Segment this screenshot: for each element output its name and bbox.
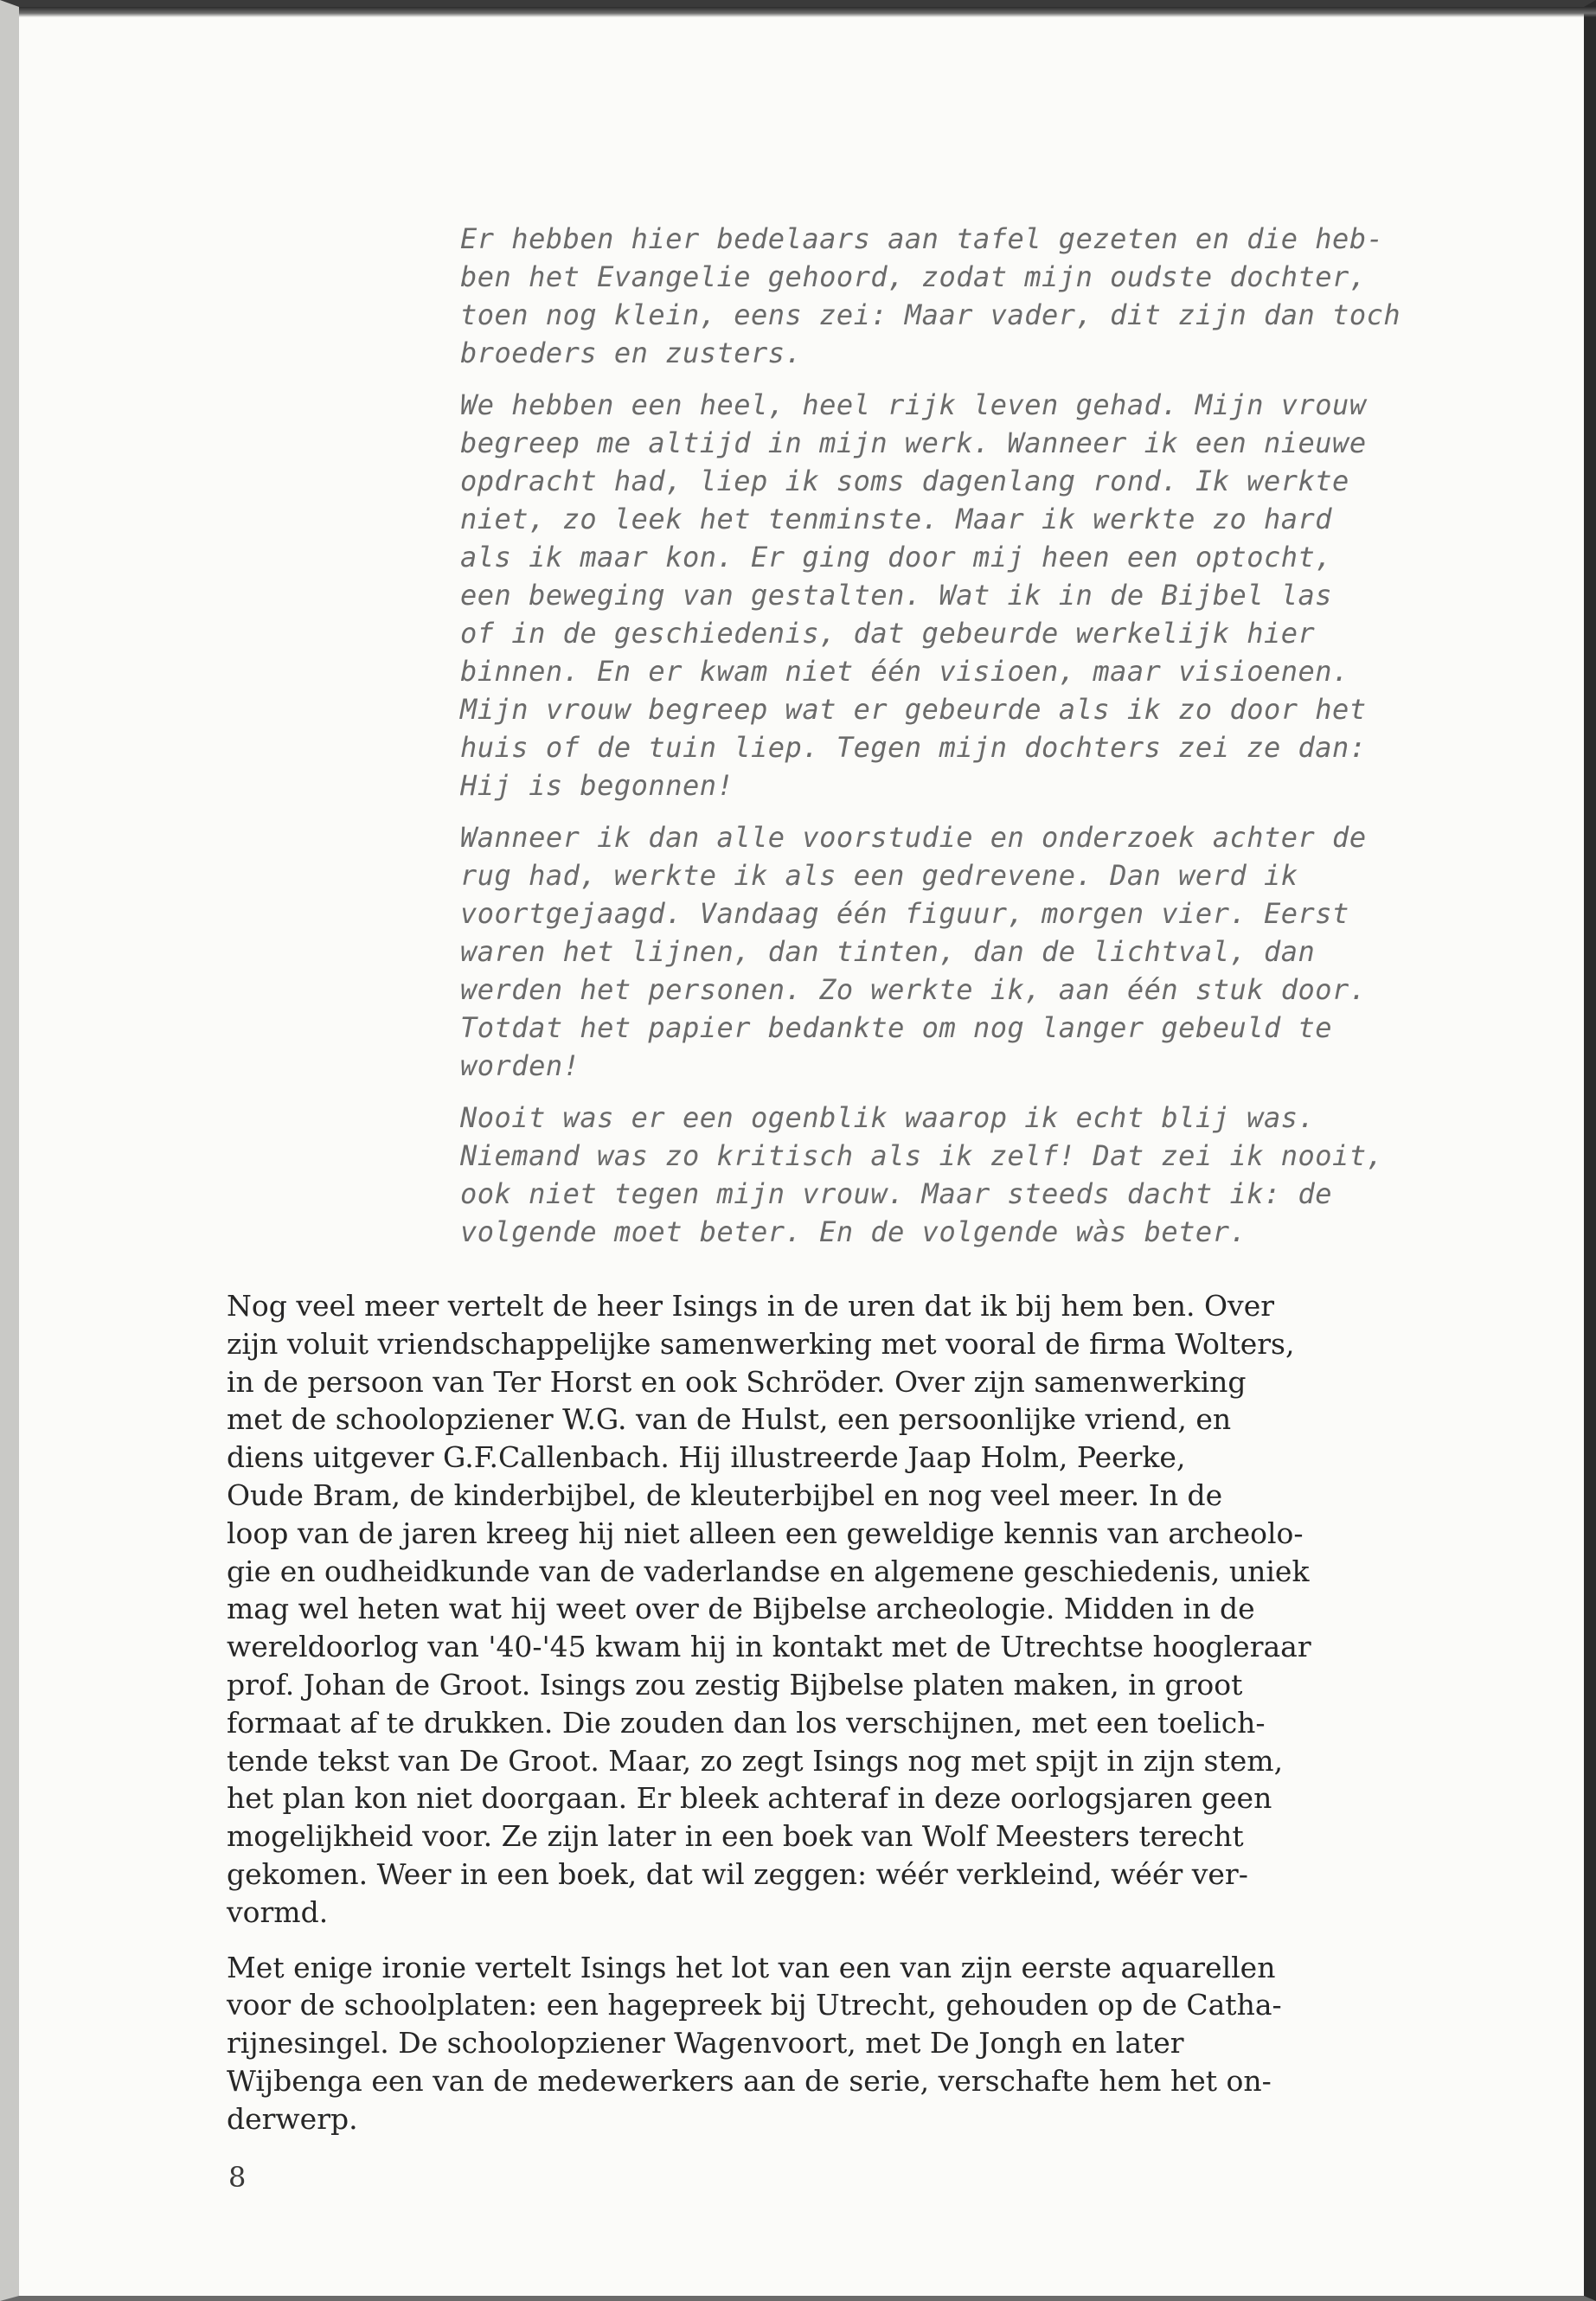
body-line: Nog veel meer vertelt de heer Isings in de uren dat ik bij hem ben. Over (227, 1289, 1274, 1323)
quote-line: of in de geschiedenis, dat gebeurde werkelijk hier (460, 617, 1316, 650)
body-line: vormd. (227, 1894, 329, 1929)
quote-line: Mijn vrouw begreep wat er gebeurde als ik zo door het (460, 693, 1367, 726)
quote-line: Hij is begonnen! (460, 769, 734, 802)
scan-top-edge (19, 7, 1596, 17)
body-line: in de persoon van Ter Horst en ook Schröder. Over zijn samenwerking (227, 1364, 1247, 1399)
body-line: formaat af te drukken. Die zouden dan los verschijnen, met een toelich- (227, 1705, 1266, 1740)
body-paragraph (227, 1287, 1507, 1932)
body-line: diens uitgever G.F.Callenbach. Hij illustreerde Jaap Holm, Peerke, (227, 1440, 1186, 1475)
quoted-passage (460, 220, 1516, 1265)
quote-paragraph (460, 386, 1516, 804)
body-line: tende tekst van De Groot. Maar, zo zegt Isings nog met spijt in zijn stem, (227, 1743, 1284, 1778)
quote-line: werden het personen. Zo werkte ik, aan één stuk door. (460, 973, 1367, 1006)
quote-line: Nooit was er een ogenblik waarop ik echt blij was. (460, 1101, 1316, 1134)
quote-line: Niemand was zo kritisch als ik zelf! Dat zei ik nooit, (460, 1139, 1384, 1172)
body-line: met de schoolopziener W.G. van de Hulst, een persoonlijke vriend, en (227, 1402, 1232, 1437)
page-number: 8 (228, 2161, 247, 2194)
quote-line: We hebben een heel, heel rijk leven gehad. Mijn vrouw (460, 388, 1367, 421)
quote-line: een beweging van gestalten. Wat ik in de Bijbel las (460, 579, 1333, 612)
quote-line: waren het lijnen, dan tinten, dan de lichtval, dan (460, 935, 1316, 968)
quote-line: voortgejaagd. Vandaag één figuur, morgen vier. Eerst (460, 897, 1349, 930)
quote-paragraph (460, 220, 1516, 372)
body-text (227, 1287, 1507, 2156)
quote-line: begreep me altijd in mijn werk. Wanneer ik een nieuwe (460, 426, 1367, 459)
body-line: loop van de jaren kreeg hij niet alleen een geweldige kennis van archeolo- (227, 1516, 1304, 1550)
body-line: voor de schoolplaten: een hagepreek bij Utrecht, gehouden op de Catha- (227, 1988, 1282, 2022)
body-paragraph (227, 1949, 1507, 2138)
quote-line: Wanneer ik dan alle voorstudie en onderzoek achter de (460, 821, 1367, 854)
quote-line: binnen. En er kwam niet één visioen, maar visioenen. (460, 655, 1349, 688)
body-line: prof. Johan de Groot. Isings zou zestig Bijbelse platen maken, in groot (227, 1667, 1243, 1702)
quote-line: huis of de tuin liep. Tegen mijn dochters zei ze dan: (460, 731, 1367, 764)
body-line: Wijbenga een van de medewerkers aan de serie, verschafte hem het on- (227, 2063, 1272, 2098)
body-line: Met enige ironie vertelt Isings het lot van een van zijn eerste aquarellen (227, 1950, 1276, 1984)
body-line: mag wel heten wat hij weet over de Bijbelse archeologie. Midden in de (227, 1592, 1255, 1626)
body-line: wereldoorlog van '40-'45 kwam hij in kontakt met de Utrechtse hoogleraar (227, 1630, 1311, 1664)
quote-line: toen nog klein, eens zei: Maar vader, dit zijn dan toch (460, 298, 1401, 331)
quote-line: als ik maar kon. Er ging door mij heen een optocht, (460, 541, 1333, 574)
quote-line: volgende moet beter. En de volgende wàs beter. (460, 1215, 1247, 1248)
quote-paragraph (460, 818, 1516, 1085)
quote-line: opdracht had, liep ik soms dagenlang rond. Ik werkte (460, 465, 1349, 497)
quote-line: niet, zo leek het tenminste. Maar ik werkte zo hard (460, 503, 1333, 535)
body-line: het plan kon niet doorgaan. Er bleek achteraf in deze oorlogsjaren geen (227, 1781, 1272, 1816)
quote-line: Totdat het papier bedankte om nog langer gebeuld te (460, 1011, 1333, 1044)
quote-paragraph (460, 1099, 1516, 1251)
quote-line: worden! (460, 1049, 580, 1082)
body-line: mogelijkheid voor. Ze zijn later in een boek van Wolf Meesters terecht (227, 1819, 1244, 1854)
quote-line: Er hebben hier bedelaars aan tafel gezeten en die heb- (460, 222, 1384, 255)
quote-line: broeders en zusters. (460, 336, 803, 369)
body-line: gie en oudheidkunde van de vaderlandse en algemene geschiedenis, uniek (227, 1554, 1310, 1588)
body-line: gekomen. Weer in een boek, dat wil zeggen: wéér verkleind, wéér ver- (227, 1856, 1248, 1891)
body-line: rijnesingel. De schoolopziener Wagenvoort, met De Jongh en later (227, 2026, 1184, 2061)
quote-line: ben het Evangelie gehoord, zodat mijn oudste dochter, (460, 260, 1367, 293)
body-line: Oude Bram, de kinderbijbel, de kleuterbijbel en nog veel meer. In de (227, 1477, 1223, 1512)
quote-line: rug had, werkte ik als een gedrevene. Dan werd ik (460, 859, 1298, 892)
body-line: derwerp. (227, 2101, 358, 2136)
body-line: zijn voluit vriendschappelijke samenwerking met vooral de firma Wolters, (227, 1326, 1295, 1361)
quote-line: ook niet tegen mijn vrouw. Maar steeds dacht ik: de (460, 1177, 1333, 1210)
